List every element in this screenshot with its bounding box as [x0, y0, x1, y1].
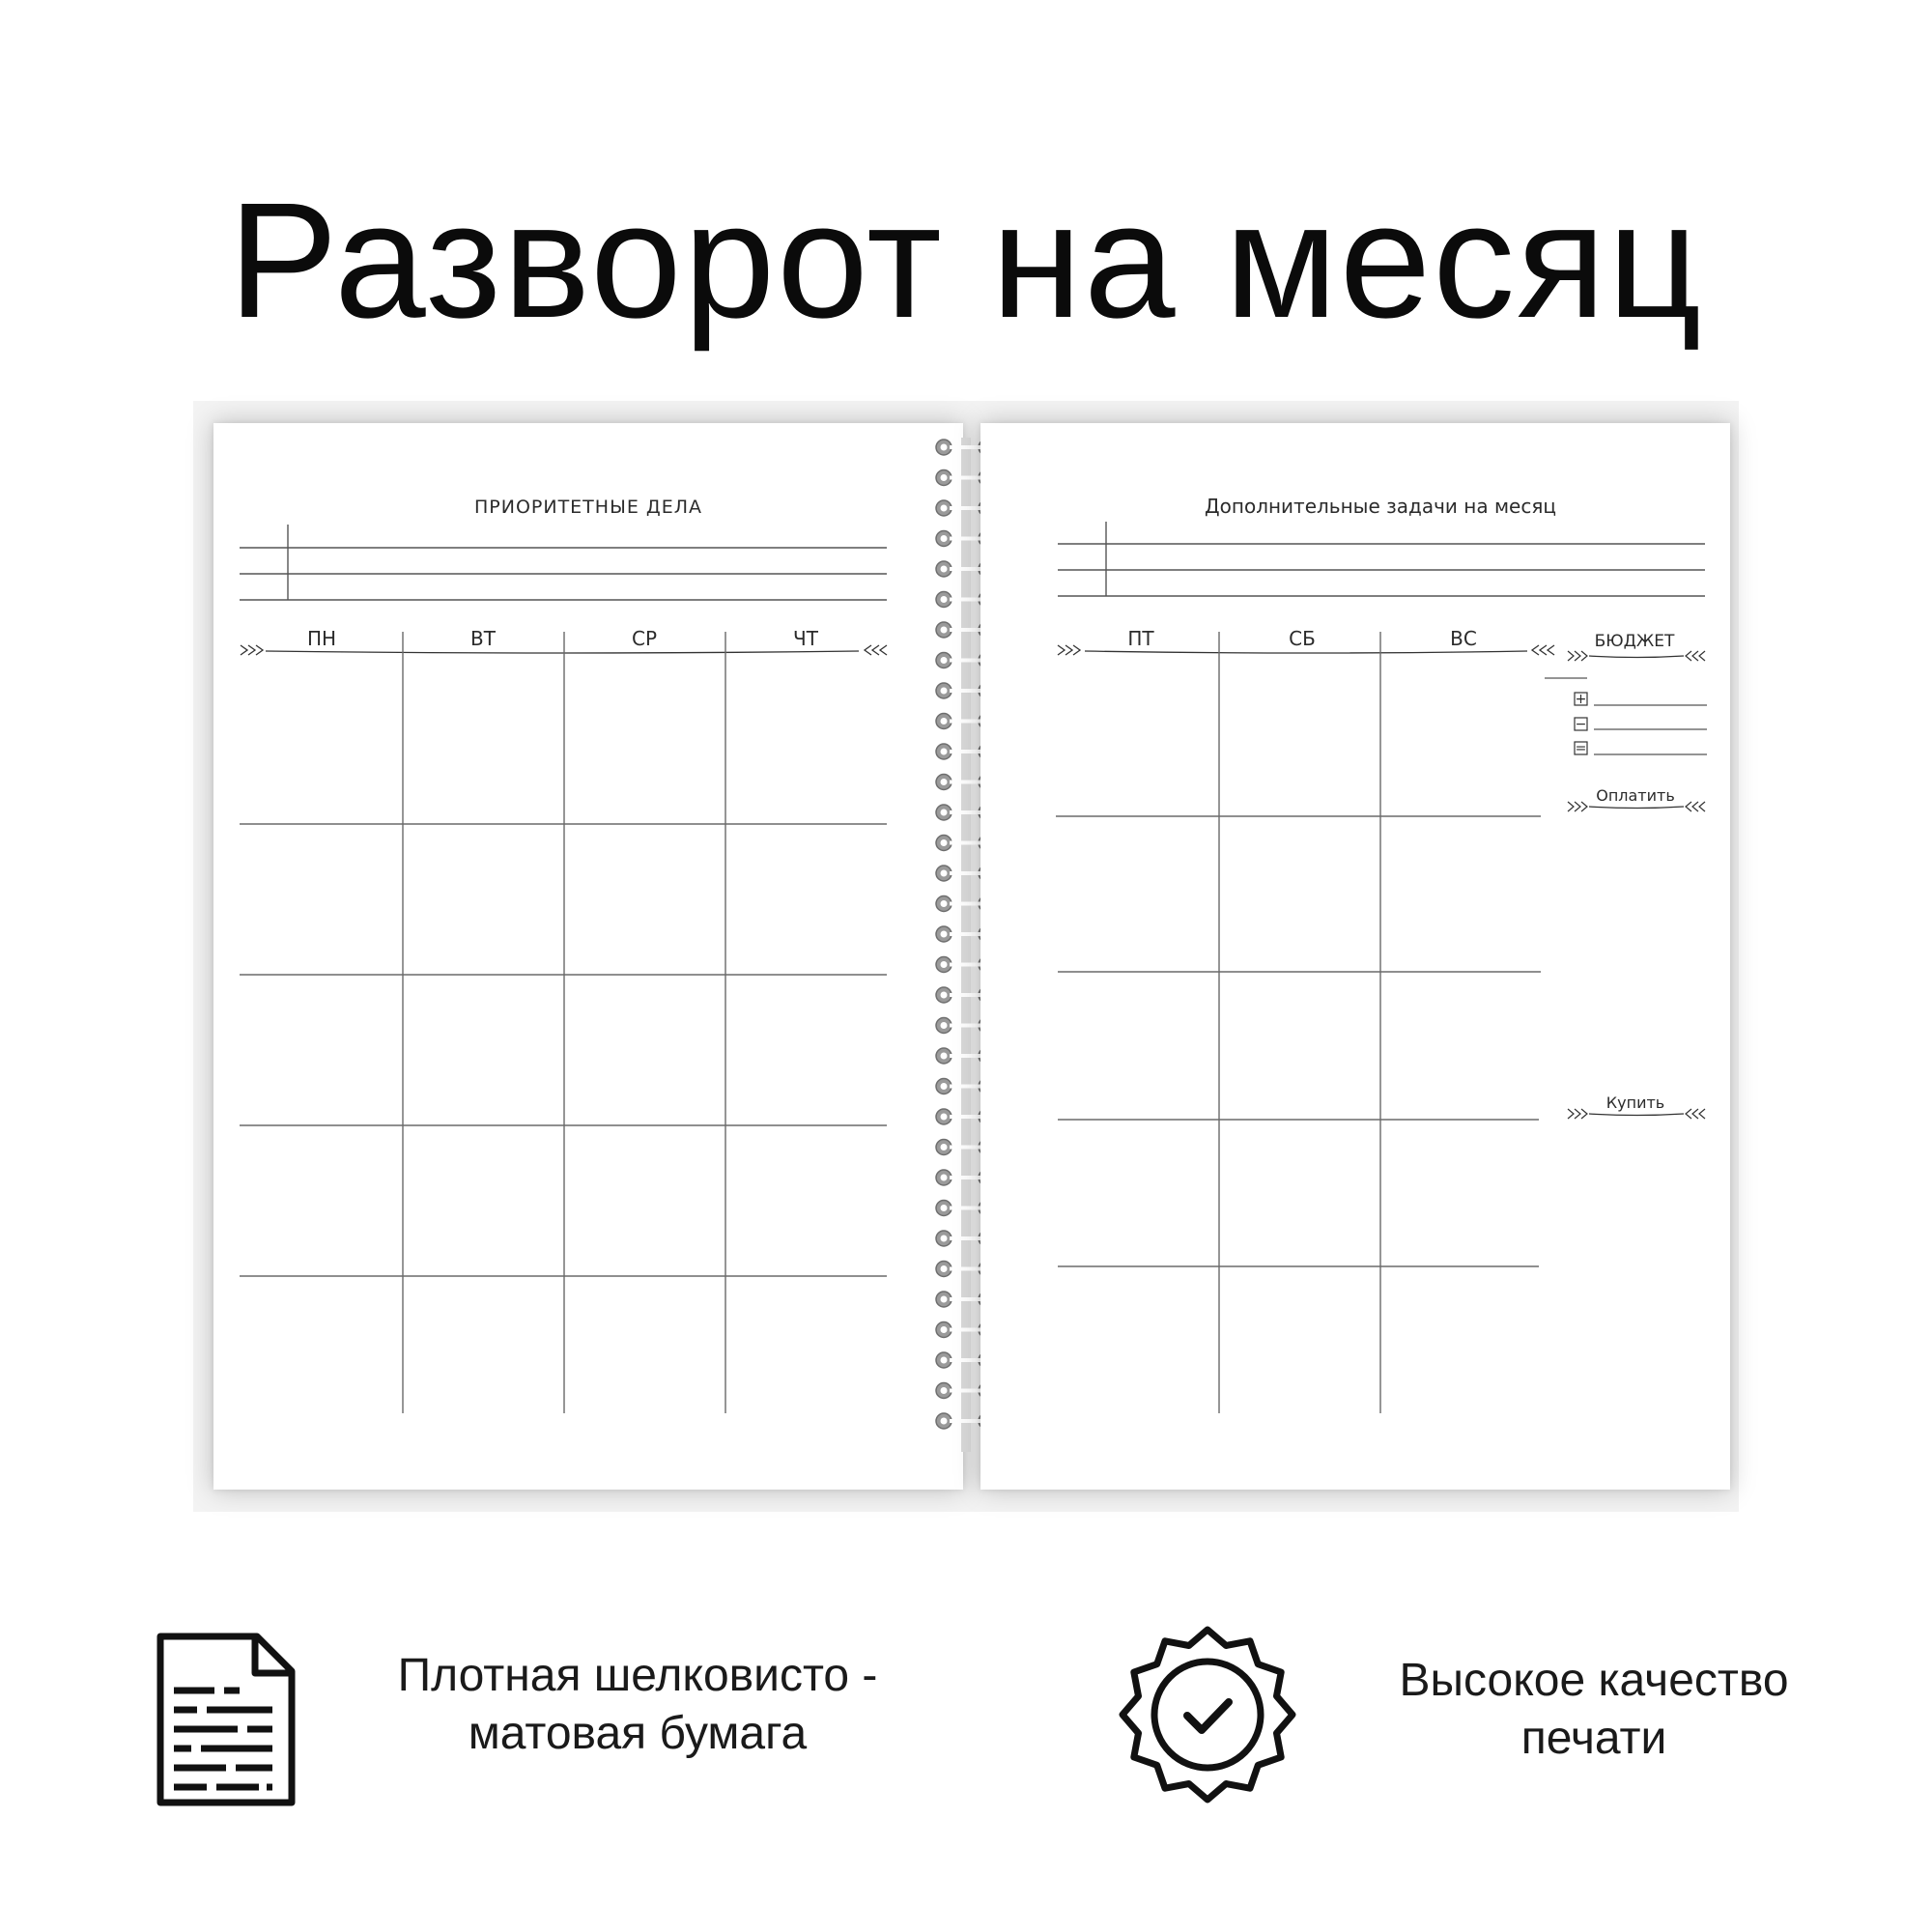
buy-label: Купить	[1605, 1094, 1665, 1112]
day-label-tue: ВТ	[470, 627, 496, 650]
left-page	[213, 423, 963, 1490]
right-page	[980, 423, 1730, 1490]
left-page-heading: ПРИОРИТЕТНЫЕ ДЕЛА	[473, 497, 703, 518]
feature-print-text	[1304, 1652, 1884, 1768]
day-label-thu: ЧТ	[793, 627, 818, 650]
right-page-grid	[980, 423, 1730, 1490]
document-icon	[153, 1631, 298, 1814]
calendar-grid	[240, 632, 887, 1413]
quality-badge-icon	[1116, 1623, 1299, 1811]
extra-task-lines	[1058, 522, 1705, 596]
budget-arrow-icon	[1568, 651, 1705, 661]
minus-sign: −	[1575, 717, 1587, 732]
day-label-fri: ПТ	[1127, 627, 1154, 650]
priority-lines	[240, 525, 887, 600]
pay-label: Оплатить	[1596, 786, 1675, 805]
day-label-mon: ПН	[306, 627, 337, 650]
equals-sign: =	[1575, 741, 1587, 756]
day-label-sun: ВС	[1450, 627, 1477, 650]
day-label-wed: СР	[631, 627, 658, 650]
feature-print-line2: печати	[1520, 1713, 1667, 1764]
day-label-sat: СБ	[1289, 627, 1316, 650]
notebook-spread	[193, 401, 1739, 1512]
budget-label: БЮДЖЕТ	[1594, 632, 1675, 651]
feature-paper-text	[328, 1647, 947, 1763]
calendar-grid	[1056, 632, 1541, 1413]
plus-sign: +	[1575, 692, 1587, 707]
feature-print-line1: Высокое качество	[1399, 1655, 1789, 1706]
page-title: Разворот на месяц	[228, 169, 1704, 353]
left-page-grid	[213, 423, 963, 1490]
right-page-heading: Дополнительные задачи на месяц	[1205, 495, 1556, 518]
feature-paper-line1: Плотная шелковисто -	[397, 1650, 878, 1701]
budget-rows	[1575, 692, 1707, 756]
feature-paper-line2: матовая бумага	[468, 1708, 808, 1759]
